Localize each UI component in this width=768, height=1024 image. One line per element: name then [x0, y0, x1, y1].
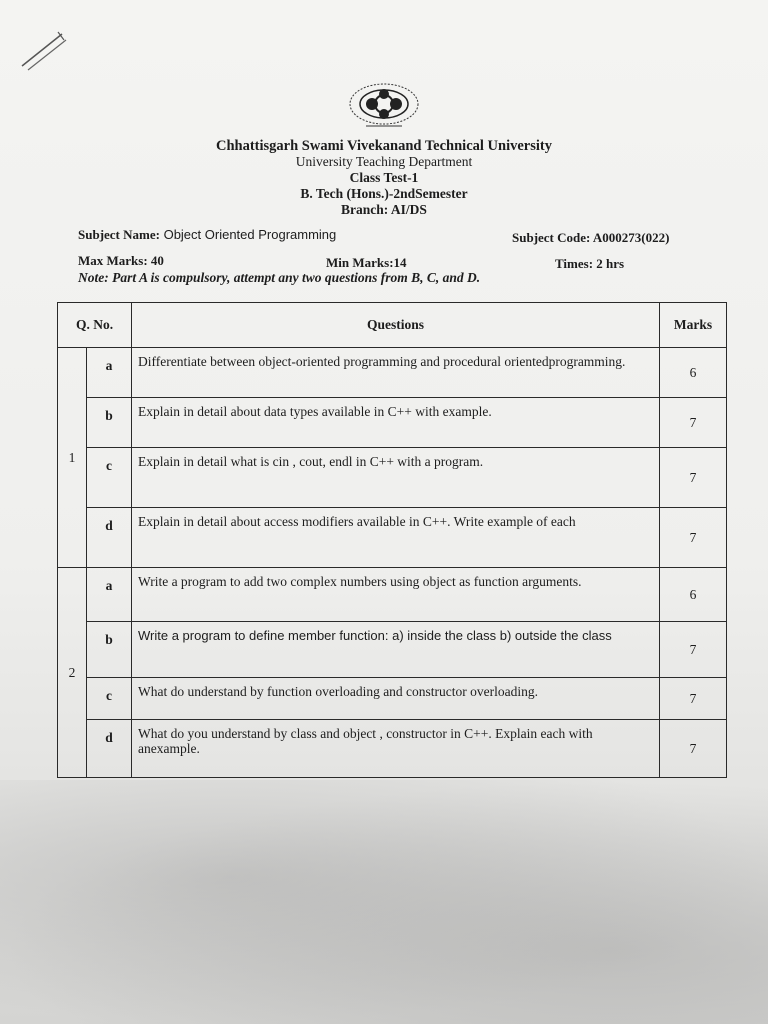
table-row: [58, 348, 727, 398]
min-marks: [326, 255, 407, 271]
question-marks: 7: [660, 622, 727, 678]
part-label: d: [87, 720, 132, 778]
part-label: b: [87, 398, 132, 448]
question-marks: 6: [660, 568, 727, 622]
question-text: What do understand by function overloading and constructor overloading.: [132, 678, 660, 720]
question-number: 2: [58, 568, 87, 778]
test-title: Class Test-1: [349, 170, 419, 185]
university-name: Chhattisgarh Swami Vivekanand Technical University: [216, 138, 552, 154]
question-text: Write a program to add two complex numbers using object as function arguments.: [132, 568, 660, 622]
subject-code: [512, 230, 669, 246]
table-row: [58, 622, 727, 678]
question-marks: 6: [660, 348, 727, 398]
question-text: Differentiate between object-oriented programming and procedural orientedprogramming.: [132, 348, 660, 398]
branch-name: Branch: AI/DS: [341, 202, 427, 217]
subject-name-value: Object Oriented Programming: [159, 227, 337, 242]
question-text: Explain in detail about access modifiers available in C++. Write example of each: [132, 508, 660, 568]
table-header-row: [58, 303, 727, 348]
question-marks: 7: [660, 508, 727, 568]
question-marks: 7: [660, 720, 727, 778]
department-name: University Teaching Department: [295, 154, 473, 169]
question-text: Explain in detail what is cin , cout, endl in C++ with a program.: [132, 448, 660, 508]
subject-code-value: A000273(022): [590, 230, 670, 245]
subject-name-label: Subject Name:: [78, 227, 160, 242]
exam-note: Note: Part A is compulsory, attempt any two questions from B, C, and D.: [78, 270, 481, 285]
table-row: [58, 568, 727, 622]
question-text: Write a program to define member function: a) inside the class b) outside the class: [132, 622, 660, 678]
table-row: [58, 448, 727, 508]
table-row: [58, 678, 727, 720]
exam-header: [0, 138, 768, 218]
university-seal-icon: [346, 82, 422, 130]
question-number: 1: [58, 348, 87, 568]
program-name: B. Tech (Hons.)-2ndSemester: [300, 186, 468, 201]
time-allowed: [555, 256, 624, 272]
part-label: b: [87, 622, 132, 678]
max-marks-value: Max Marks: 40: [78, 253, 164, 268]
header-questions: Questions: [132, 303, 660, 348]
part-label: c: [87, 678, 132, 720]
part-label: a: [87, 568, 132, 622]
part-label: a: [87, 348, 132, 398]
header-qno: Q. No.: [58, 303, 132, 348]
part-label: d: [87, 508, 132, 568]
time-value: Times: 2 hrs: [555, 256, 625, 271]
part-label: c: [87, 448, 132, 508]
max-marks: [78, 253, 164, 269]
paper-shadow: [0, 780, 768, 1024]
question-marks: 7: [660, 678, 727, 720]
staple-pin-icon: [18, 28, 68, 72]
table-row: [58, 720, 727, 778]
question-marks: 7: [660, 398, 727, 448]
subject-name: [78, 227, 336, 243]
subject-code-label: Subject Code:: [512, 230, 591, 245]
table-row: [58, 508, 727, 568]
min-marks-value: Min Marks:14: [326, 255, 407, 270]
question-text: What do you understand by class and object , constructor in C++. Explain each with anexample.: [132, 720, 660, 778]
question-marks: 7: [660, 448, 727, 508]
questions-table: [57, 302, 727, 778]
header-marks: Marks: [660, 303, 727, 348]
question-text: Explain in detail about data types available in C++ with example.: [132, 398, 660, 448]
table-row: [58, 398, 727, 448]
